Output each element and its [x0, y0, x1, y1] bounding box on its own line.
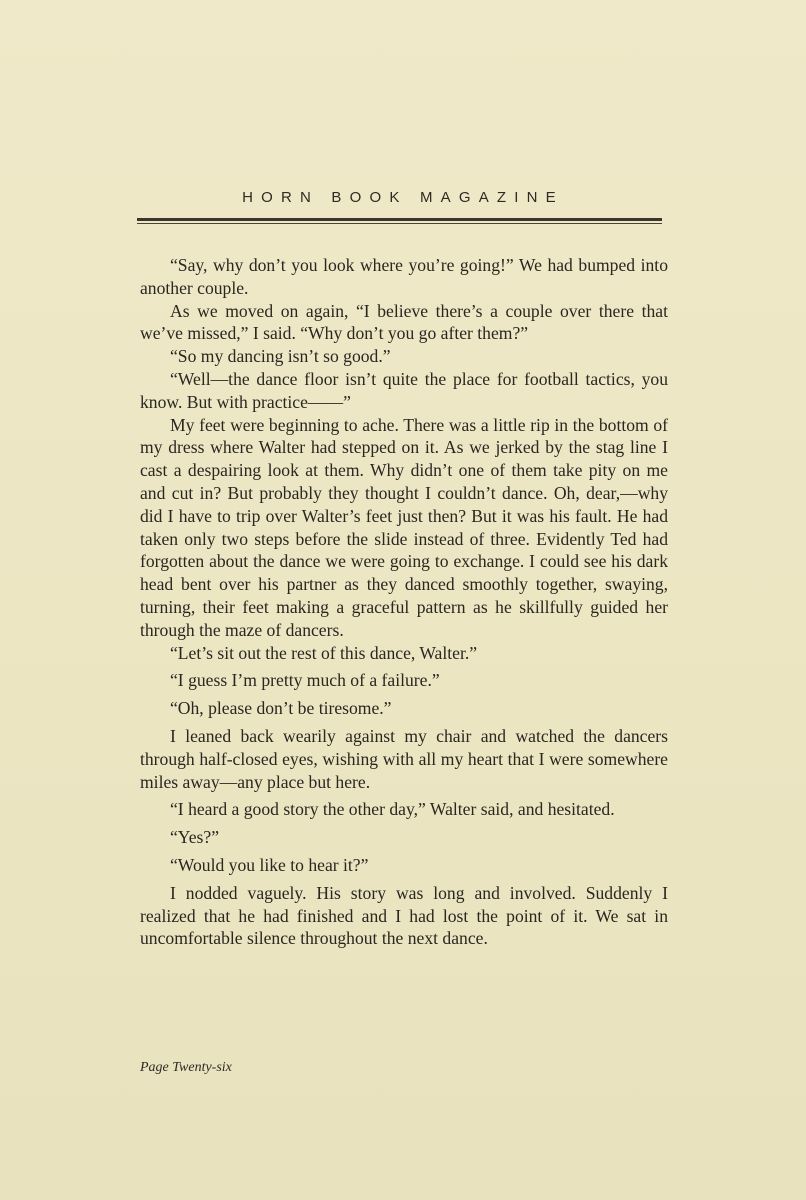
paragraph-10: “I heard a good story the other day,” Walter said, and hesitated. — [170, 799, 615, 820]
paragraph-8: “Oh, please don’t be tiresome.” — [170, 698, 392, 719]
header-rule-thick — [137, 218, 662, 221]
paragraph-3: “So my dancing isn’t so good.” — [170, 346, 391, 367]
paragraph-12: “Would you like to hear it?” — [170, 854, 369, 875]
paragraph-6: “Let’s sit out the rest of this dance, Walter.” — [170, 642, 478, 663]
header-rule-thin — [137, 223, 662, 224]
paragraph-1: “Say, why don’t you look where you’re going!” We had bumped into another couple. — [140, 255, 668, 298]
story-text — [140, 254, 668, 950]
paragraph-9: I leaned back wearily against my chair and watched the dancers through half-closed eyes, wishing with all my heart that I were somewhere miles away—any place but here. — [140, 725, 668, 792]
paragraph-2: As we moved on again, “I believe there’s a couple over there that we’ve missed,” I said. “Why don’t you go after them?” — [140, 300, 668, 344]
header-rule — [137, 218, 662, 225]
running-header: HORN BOOK MAGAZINE — [242, 189, 564, 206]
paragraph-13: I nodded vaguely. His story was long and involved. Suddenly I realized that he had finished and I had lost the point of it. We sat in uncomfortable silence throughout the next dance. — [140, 882, 668, 949]
paragraph-7: “I guess I’m pretty much of a failure.” — [170, 670, 440, 691]
paragraph-4: “Well—the dance floor isn’t quite the place for football tactics, you know. But with practice——” — [140, 368, 668, 412]
paragraph-11: “Yes?” — [170, 827, 220, 848]
page-number: Page Twenty-six — [140, 1060, 232, 1075]
paragraph-5: My feet were beginning to ache. There was a little rip in the bottom of my dress where Walter had stepped on it. As we jerked by the stag line I cast a despairing look at them. Why didn’t one of them take pity on me and cut in? But probably they thought I couldn’t dance. Oh, dear,—why did I have to trip over Walter’s feet just then? But it was his fault. He had taken only two steps before the slide instead of three. Evidently Ted had forgotten about the dance we were going to exchange. I could see his dark head bent over his partner as they danced smoothly together, swaying, turning, their feet making a graceful pattern as he skillfully guided her through the maze of dancers. — [140, 414, 668, 640]
